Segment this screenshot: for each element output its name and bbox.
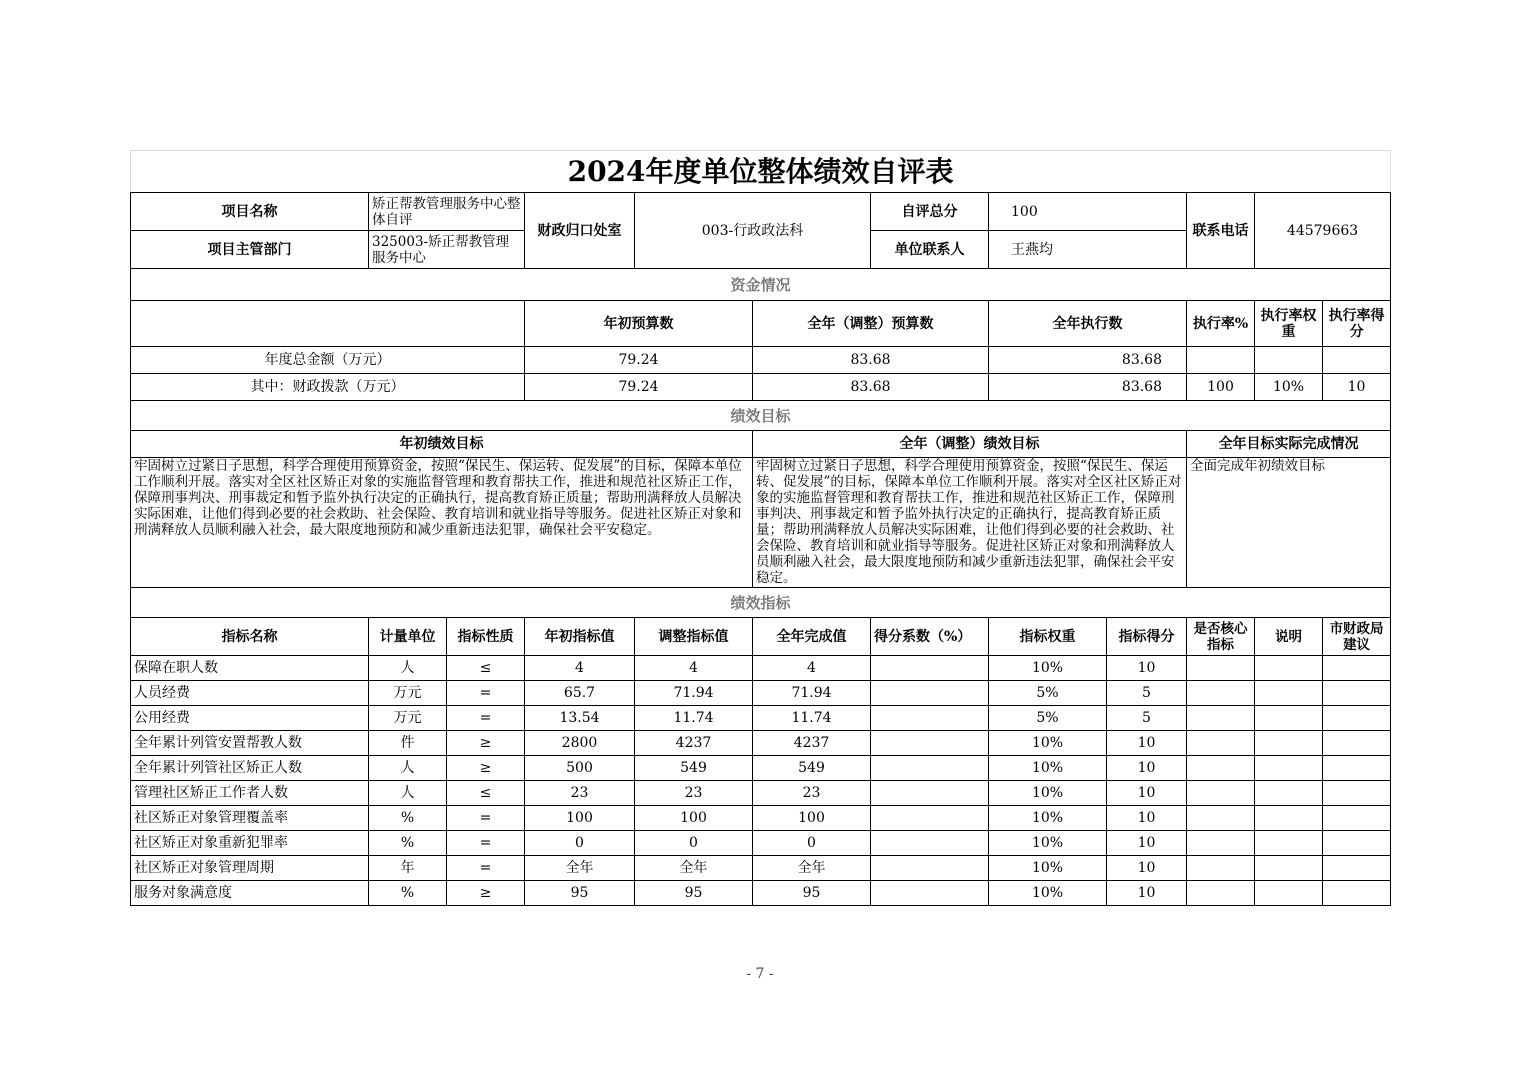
- ind-cell-note: [1255, 856, 1323, 881]
- ind-header-coefficient: 得分系数（%）: [871, 618, 989, 656]
- indicator-row: [131, 856, 1391, 881]
- ind-cell-suggestion: [1323, 881, 1391, 906]
- ind-cell-completed: 100: [753, 806, 871, 831]
- funds-cell-rate: [1187, 347, 1255, 374]
- ind-cell-weight: 10%: [989, 856, 1107, 881]
- funds-cell-initial: 79.24: [525, 347, 753, 374]
- ind-cell-weight: 5%: [989, 681, 1107, 706]
- ind-cell-unit: 万元: [369, 681, 447, 706]
- project-name-value: 矫正帮教管理服务中心整体自评: [369, 193, 525, 231]
- indicator-row: [131, 806, 1391, 831]
- ind-cell-name: 全年累计列管安置帮教人数: [131, 731, 369, 756]
- ind-cell-initial: 2800: [525, 731, 635, 756]
- ind-cell-completed: 全年: [753, 856, 871, 881]
- ind-cell-unit: 人: [369, 756, 447, 781]
- ind-cell-nature: =: [447, 806, 525, 831]
- performance-evaluation-table: [130, 150, 1391, 906]
- ind-cell-suggestion: [1323, 856, 1391, 881]
- ind-cell-suggestion: [1323, 656, 1391, 681]
- ind-cell-core: [1187, 806, 1255, 831]
- ind-cell-core: [1187, 756, 1255, 781]
- ind-cell-suggestion: [1323, 731, 1391, 756]
- funds-cell-score: 10: [1323, 374, 1391, 401]
- ind-cell-note: [1255, 781, 1323, 806]
- dept-label: 项目主管部门: [131, 231, 369, 269]
- ind-cell-initial: 0: [525, 831, 635, 856]
- ind-cell-nature: ≤: [447, 781, 525, 806]
- ind-cell-name: 人员经费: [131, 681, 369, 706]
- ind-cell-note: [1255, 756, 1323, 781]
- funds-header-score: 执行率得分: [1323, 301, 1391, 347]
- indicators-section-title: 绩效指标: [131, 588, 1391, 618]
- indicators-header-row: [131, 618, 1391, 656]
- ind-cell-unit: %: [369, 881, 447, 906]
- ind-header-completed: 全年完成值: [753, 618, 871, 656]
- ind-cell-unit: %: [369, 806, 447, 831]
- funds-cell-rate: 100: [1187, 374, 1255, 401]
- indicator-row: [131, 881, 1391, 906]
- ind-cell-name: 管理社区矫正工作者人数: [131, 781, 369, 806]
- ind-cell-nature: =: [447, 831, 525, 856]
- indicator-row: [131, 681, 1391, 706]
- ind-cell-score: 5: [1107, 706, 1187, 731]
- indicator-row: [131, 731, 1391, 756]
- score-label: 自评总分: [871, 193, 989, 231]
- ind-cell-initial: 4: [525, 656, 635, 681]
- ind-cell-name: 服务对象满意度: [131, 881, 369, 906]
- ind-cell-adjusted: 11.74: [635, 706, 753, 731]
- ind-cell-core: [1187, 731, 1255, 756]
- indicator-row: [131, 706, 1391, 731]
- ind-cell-weight: 10%: [989, 881, 1107, 906]
- goals-header-adjusted: 全年（调整）绩效目标: [753, 431, 1187, 458]
- score-value: 100: [989, 193, 1187, 231]
- funds-cell-executed: 83.68: [989, 374, 1187, 401]
- ind-cell-nature: =: [447, 706, 525, 731]
- goals-header-actual: 全年目标实际完成情况: [1187, 431, 1391, 458]
- ind-cell-name: 公用经费: [131, 706, 369, 731]
- funds-header-blank: [131, 301, 525, 347]
- ind-header-score: 指标得分: [1107, 618, 1187, 656]
- ind-cell-adjusted: 0: [635, 831, 753, 856]
- ind-header-weight: 指标权重: [989, 618, 1107, 656]
- ind-cell-coefficient: [871, 781, 989, 806]
- ind-cell-coefficient: [871, 831, 989, 856]
- ind-cell-score: 10: [1107, 881, 1187, 906]
- ind-cell-weight: 10%: [989, 781, 1107, 806]
- contact-label: 单位联系人: [871, 231, 989, 269]
- ind-cell-nature: ≥: [447, 756, 525, 781]
- ind-header-suggestion: 市财政局建议: [1323, 618, 1391, 656]
- phone-value: 44579663: [1255, 193, 1391, 269]
- ind-cell-unit: 人: [369, 781, 447, 806]
- ind-cell-weight: 10%: [989, 831, 1107, 856]
- ind-cell-unit: 万元: [369, 706, 447, 731]
- ind-cell-core: [1187, 681, 1255, 706]
- ind-header-adjusted: 调整指标值: [635, 618, 753, 656]
- ind-cell-note: [1255, 881, 1323, 906]
- ind-header-nature: 指标性质: [447, 618, 525, 656]
- ind-cell-note: [1255, 831, 1323, 856]
- funds-header-row: [131, 301, 1391, 347]
- ind-cell-completed: 71.94: [753, 681, 871, 706]
- ind-cell-note: [1255, 706, 1323, 731]
- funds-cell-adjusted: 83.68: [753, 347, 989, 374]
- ind-cell-completed: 0: [753, 831, 871, 856]
- phone-label: 联系电话: [1187, 193, 1255, 269]
- ind-cell-note: [1255, 681, 1323, 706]
- dept-value: 325003-矫正帮教管理服务中心: [369, 231, 525, 269]
- ind-cell-completed: 549: [753, 756, 871, 781]
- ind-cell-suggestion: [1323, 706, 1391, 731]
- ind-cell-initial: 23: [525, 781, 635, 806]
- ind-cell-completed: 95: [753, 881, 871, 906]
- indicator-row: [131, 831, 1391, 856]
- funds-cell-label: 年度总金额（万元）: [131, 347, 525, 374]
- indicator-row: [131, 781, 1391, 806]
- ind-header-name: 指标名称: [131, 618, 369, 656]
- funds-cell-label: 其中：财政拨款（万元）: [131, 374, 525, 401]
- ind-cell-coefficient: [871, 881, 989, 906]
- ind-cell-coefficient: [871, 706, 989, 731]
- ind-cell-weight: 10%: [989, 806, 1107, 831]
- ind-cell-core: [1187, 656, 1255, 681]
- ind-cell-unit: 人: [369, 656, 447, 681]
- funds-row: [131, 374, 1391, 401]
- ind-cell-nature: ≥: [447, 881, 525, 906]
- funds-header-rate: 执行率%: [1187, 301, 1255, 347]
- funds-header-weight: 执行率权重: [1255, 301, 1323, 347]
- ind-header-unit: 计量单位: [369, 618, 447, 656]
- ind-cell-initial: 95: [525, 881, 635, 906]
- ind-cell-adjusted: 4237: [635, 731, 753, 756]
- ind-cell-adjusted: 100: [635, 806, 753, 831]
- ind-cell-coefficient: [871, 656, 989, 681]
- ind-cell-suggestion: [1323, 681, 1391, 706]
- ind-cell-core: [1187, 856, 1255, 881]
- funds-row: [131, 347, 1391, 374]
- ind-cell-suggestion: [1323, 781, 1391, 806]
- ind-cell-core: [1187, 881, 1255, 906]
- funds-cell-weight: 10%: [1255, 374, 1323, 401]
- ind-cell-adjusted: 4: [635, 656, 753, 681]
- ind-cell-unit: %: [369, 831, 447, 856]
- ind-cell-core: [1187, 706, 1255, 731]
- ind-header-note: 说明: [1255, 618, 1323, 656]
- funds-cell-weight: [1255, 347, 1323, 374]
- ind-cell-core: [1187, 781, 1255, 806]
- funds-cell-executed: 83.68: [989, 347, 1187, 374]
- ind-cell-nature: ≤: [447, 656, 525, 681]
- ind-cell-name: 社区矫正对象重新犯罪率: [131, 831, 369, 856]
- ind-cell-adjusted: 71.94: [635, 681, 753, 706]
- ind-cell-suggestion: [1323, 806, 1391, 831]
- ind-cell-initial: 100: [525, 806, 635, 831]
- page-number: - 7 -: [746, 966, 774, 982]
- ind-cell-name: 社区矫正对象管理覆盖率: [131, 806, 369, 831]
- funds-cell-adjusted: 83.68: [753, 374, 989, 401]
- ind-cell-unit: 件: [369, 731, 447, 756]
- goals-header-row: [131, 431, 1391, 458]
- ind-cell-name: 社区矫正对象管理周期: [131, 856, 369, 881]
- ind-cell-note: [1255, 806, 1323, 831]
- ind-cell-score: 10: [1107, 856, 1187, 881]
- ind-cell-coefficient: [871, 856, 989, 881]
- funds-header-executed: 全年执行数: [989, 301, 1187, 347]
- finance-value: 003-行政政法科: [635, 193, 871, 269]
- ind-header-core: 是否核心指标: [1187, 618, 1255, 656]
- ind-cell-initial: 13.54: [525, 706, 635, 731]
- ind-cell-initial: 500: [525, 756, 635, 781]
- ind-cell-name: 全年累计列管社区矫正人数: [131, 756, 369, 781]
- ind-cell-score: 10: [1107, 656, 1187, 681]
- ind-cell-weight: 10%: [989, 756, 1107, 781]
- goals-header-initial: 年初绩效目标: [131, 431, 753, 458]
- ind-cell-score: 10: [1107, 756, 1187, 781]
- ind-cell-name: 保障在职人数: [131, 656, 369, 681]
- ind-cell-score: 10: [1107, 731, 1187, 756]
- goals-section-title: 绩效目标: [131, 401, 1391, 431]
- ind-cell-coefficient: [871, 806, 989, 831]
- indicator-row: [131, 756, 1391, 781]
- ind-cell-initial: 65.7: [525, 681, 635, 706]
- funds-section-title: 资金情况: [131, 269, 1391, 301]
- ind-cell-coefficient: [871, 681, 989, 706]
- funds-cell-initial: 79.24: [525, 374, 753, 401]
- ind-cell-coefficient: [871, 756, 989, 781]
- ind-cell-initial: 全年: [525, 856, 635, 881]
- ind-cell-score: 10: [1107, 806, 1187, 831]
- ind-cell-adjusted: 23: [635, 781, 753, 806]
- finance-label: 财政归口处室: [525, 193, 635, 269]
- ind-cell-completed: 11.74: [753, 706, 871, 731]
- ind-cell-completed: 4: [753, 656, 871, 681]
- ind-cell-weight: 5%: [989, 706, 1107, 731]
- ind-cell-nature: =: [447, 681, 525, 706]
- ind-cell-score: 10: [1107, 831, 1187, 856]
- ind-cell-weight: 10%: [989, 731, 1107, 756]
- ind-cell-completed: 23: [753, 781, 871, 806]
- project-name-label: 项目名称: [131, 193, 369, 231]
- funds-header-initial: 年初预算数: [525, 301, 753, 347]
- ind-cell-note: [1255, 731, 1323, 756]
- indicator-row: [131, 656, 1391, 681]
- ind-cell-core: [1187, 831, 1255, 856]
- ind-cell-nature: =: [447, 856, 525, 881]
- ind-cell-nature: ≥: [447, 731, 525, 756]
- ind-header-initial: 年初指标值: [525, 618, 635, 656]
- funds-cell-score: [1323, 347, 1391, 374]
- ind-cell-adjusted: 95: [635, 881, 753, 906]
- page-title: 2024年度单位整体绩效自评表: [131, 151, 1391, 193]
- ind-cell-coefficient: [871, 731, 989, 756]
- ind-cell-note: [1255, 656, 1323, 681]
- ind-cell-adjusted: 549: [635, 756, 753, 781]
- ind-cell-score: 5: [1107, 681, 1187, 706]
- ind-cell-suggestion: [1323, 831, 1391, 856]
- ind-cell-unit: 年: [369, 856, 447, 881]
- goals-adjusted-text: 牢固树立过紧日子思想，科学合理使用预算资金，按照“保民生、保运转、促发展”的目标，保障本单位工作顺利开展。落实对全区社区矫正对象的实施监督管理和教育帮扶工作，推进和规范社区矫正工作，保障刑事判决、刑事裁定和暂予监外执行决定的正确执行，提高教育矫正质量；帮助刑满释放人员解决实际困难，让他们得到必要的社会救助、社会保险、教育培训和就业指导等服务。促进社区矫正对象和刑满释放人员顺利融入社会，最大限度地预防和减少重新违法犯罪，确保社会平安稳定。: [753, 458, 1187, 588]
- contact-value: 王燕均: [989, 231, 1187, 269]
- goals-initial-text: 牢固树立过紧日子思想，科学合理使用预算资金，按照“保民生、保运转、促发展”的目标，保障本单位工作顺利开展。落实对全区社区矫正对象的实施监督管理和教育帮扶工作，推进和规范社区矫正工作，保障刑事判决、刑事裁定和暂予监外执行决定的正确执行，提高教育矫正质量；帮助刑满释放人员解决实际困难，让他们得到必要的社会救助、社会保险、教育培训和就业指导等服务。促进社区矫正对象和刑满释放人员顺利融入社会，最大限度地预防和减少重新违法犯罪，确保社会平安稳定。: [131, 458, 753, 588]
- ind-cell-completed: 4237: [753, 731, 871, 756]
- goals-actual-text: 全面完成年初绩效目标: [1187, 458, 1391, 588]
- ind-cell-weight: 10%: [989, 656, 1107, 681]
- ind-cell-adjusted: 全年: [635, 856, 753, 881]
- ind-cell-suggestion: [1323, 756, 1391, 781]
- ind-cell-score: 10: [1107, 781, 1187, 806]
- funds-header-adjusted: 全年（调整）预算数: [753, 301, 989, 347]
